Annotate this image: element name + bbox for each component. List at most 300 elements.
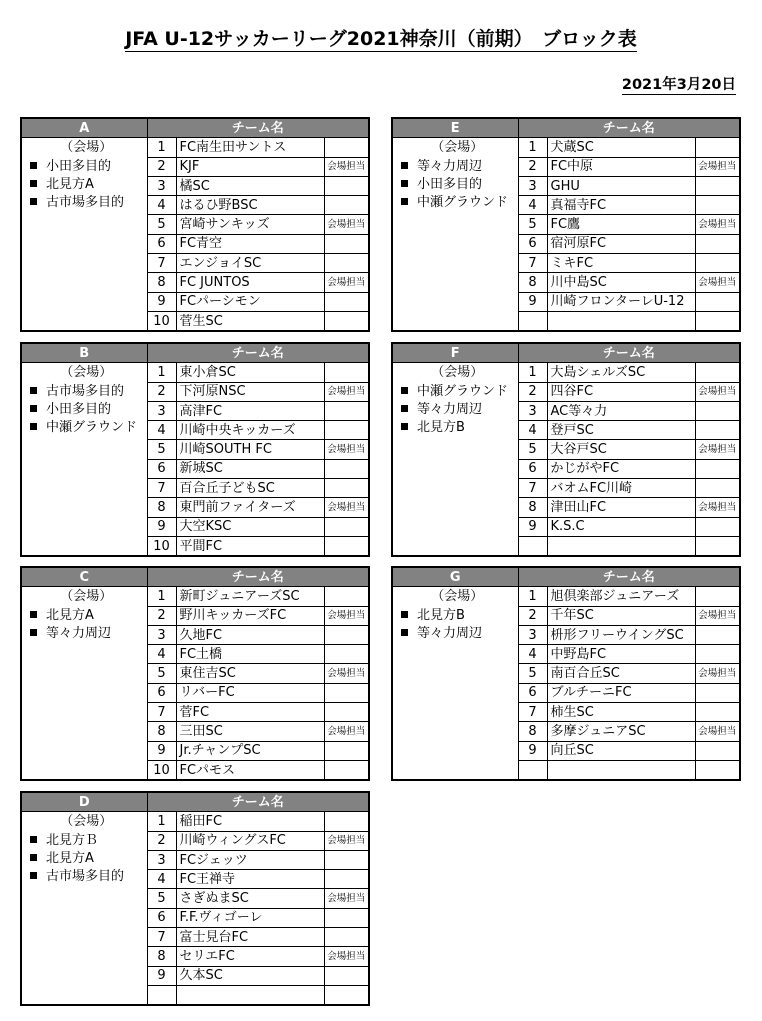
team-name: 南百合丘SC: [547, 664, 695, 683]
team-number: 5: [147, 664, 176, 683]
venue-duty-tag: 会場担当: [324, 606, 368, 625]
team-name: 菅生SC: [176, 311, 324, 330]
team-header: チーム名: [147, 793, 368, 812]
team-name: 大島シェルズSC: [547, 363, 695, 382]
venue-duty-tag: 会場担当: [324, 889, 368, 908]
team-number: [518, 536, 547, 555]
team-name: エンジョイSC: [176, 254, 324, 273]
venue-duty-tag: [695, 363, 739, 382]
team-number: 8: [518, 273, 547, 292]
team-name: FCパモス: [176, 760, 324, 779]
bullet-square-icon: [30, 387, 37, 394]
team-number: 9: [518, 517, 547, 536]
team-name: リバーFC: [176, 683, 324, 702]
team-number: 3: [518, 625, 547, 644]
team-number: 4: [147, 645, 176, 664]
venue-duty-tag: 会場担当: [695, 273, 739, 292]
venue-duty-tag: [324, 625, 368, 644]
venue-item: [397, 625, 518, 643]
team-number: 5: [147, 440, 176, 459]
venue-duty-tag: [695, 587, 739, 606]
team-name: 富士見台FC: [176, 928, 324, 947]
venue-duty-tag: 会場担当: [695, 440, 739, 459]
venue-duty-tag: 会場担当: [324, 440, 368, 459]
block-name: D: [22, 793, 147, 812]
bullet-square-icon: [401, 387, 408, 394]
venue-header: （会場）: [431, 589, 484, 605]
venue-duty-tag: 会場担当: [324, 273, 368, 292]
venue-name: 小田多目的: [46, 158, 112, 174]
team-name: 平間FC: [176, 536, 324, 555]
venue-duty-tag: [324, 812, 368, 831]
venue-duty-tag: [324, 401, 368, 420]
bullet-square-icon: [401, 611, 408, 618]
team-name: 大空KSC: [176, 517, 324, 536]
venue-item: [26, 194, 147, 212]
team-name: K.S.C: [547, 517, 695, 536]
venue-duty-tag: 会場担当: [324, 157, 368, 176]
team-name: 川中島SC: [547, 273, 695, 292]
team-header: チーム名: [518, 119, 739, 138]
venue-item: [26, 850, 147, 868]
bullet-square-icon: [30, 629, 37, 636]
venue-duty-tag: 会場担当: [695, 215, 739, 234]
team-number: 7: [147, 928, 176, 947]
team-name: FCジェッツ: [176, 850, 324, 869]
venue-name: 中瀬グラウンド: [46, 420, 138, 436]
venue-item: [26, 868, 147, 886]
team-number: 6: [147, 459, 176, 478]
team-number: 10: [147, 760, 176, 779]
team-name: [547, 760, 695, 779]
team-name: 川崎中央キッカーズ: [176, 421, 324, 440]
team-name: FC青空: [176, 234, 324, 253]
team-number: 9: [147, 517, 176, 536]
venue-duty-tag: [324, 645, 368, 664]
venue-duty-tag: 会場担当: [324, 947, 368, 966]
team-name: FC鷹: [547, 215, 695, 234]
block-name: B: [22, 344, 147, 363]
venue-duty-tag: [324, 459, 368, 478]
venue-duty-tag: [695, 645, 739, 664]
team-name: ブルチーニFC: [547, 683, 695, 702]
team-name: GHU: [547, 176, 695, 195]
bullet-square-icon: [30, 198, 37, 205]
team-number: 6: [518, 234, 547, 253]
venue-duty-tag: [695, 479, 739, 498]
venue-duty-tag: [324, 850, 368, 869]
venue-duty-tag: [324, 479, 368, 498]
team-number: 6: [147, 234, 176, 253]
team-number: 2: [147, 831, 176, 850]
team-name: バオムFC川崎: [547, 479, 695, 498]
team-name: 真福寺FC: [547, 196, 695, 215]
team-number: 6: [518, 459, 547, 478]
venue-header: （会場）: [431, 365, 484, 381]
team-number: 9: [147, 292, 176, 311]
venue-name: 北見方A: [46, 607, 94, 623]
table-row: [393, 138, 739, 157]
team-name: 枡形フリーウイングSC: [547, 625, 695, 644]
team-name: 下河原NSC: [176, 382, 324, 401]
venue-item: [26, 607, 147, 625]
venue-duty-tag: [695, 311, 739, 330]
venue-name: 古市場多目的: [46, 869, 125, 885]
team-number: 5: [147, 215, 176, 234]
team-number: 1: [518, 587, 547, 606]
team-number: 3: [147, 850, 176, 869]
table-row: [22, 363, 368, 382]
team-name: 菅FC: [176, 703, 324, 722]
venue-list: [393, 363, 518, 555]
team-name: FC中原: [547, 157, 695, 176]
team-name: 四谷FC: [547, 382, 695, 401]
team-number: 4: [518, 645, 547, 664]
block-d: [20, 791, 370, 1006]
venue-name: 北見方B: [417, 607, 465, 623]
team-number: 8: [518, 722, 547, 741]
team-number: 3: [147, 401, 176, 420]
team-name: 登戸SC: [547, 421, 695, 440]
team-number: 9: [147, 966, 176, 985]
venue-header: （会場）: [60, 365, 113, 381]
team-number: 7: [518, 479, 547, 498]
venue-item: [26, 383, 147, 401]
venue-duty-tag: [695, 760, 739, 779]
team-name: [547, 311, 695, 330]
team-number: 10: [147, 311, 176, 330]
date: 2021年3月20日: [621, 77, 736, 93]
table-row: [22, 587, 368, 606]
block-name: F: [393, 344, 518, 363]
team-number: 7: [147, 479, 176, 498]
venue-name: 北見方A: [46, 176, 94, 192]
venue-list: [22, 587, 147, 779]
venue-list: [393, 587, 518, 779]
venue-duty-tag: [695, 703, 739, 722]
team-number: 9: [518, 741, 547, 760]
venue-duty-tag: [324, 703, 368, 722]
team-number: 8: [147, 498, 176, 517]
bullet-square-icon: [401, 423, 408, 430]
bullet-square-icon: [30, 405, 37, 412]
team-number: 3: [518, 176, 547, 195]
team-name: 川崎SOUTH FC: [176, 440, 324, 459]
team-name: さぎぬまSC: [176, 889, 324, 908]
team-number: 5: [518, 215, 547, 234]
team-name: 久地FC: [176, 625, 324, 644]
table-row: [22, 138, 368, 157]
team-number: 1: [147, 363, 176, 382]
team-name: FC土橋: [176, 645, 324, 664]
venue-name: 古市場多目的: [46, 195, 125, 211]
venue-duty-tag: [324, 741, 368, 760]
venue-duty-tag: [324, 517, 368, 536]
team-name: F.F.ヴィゴーレ: [176, 908, 324, 927]
bullet-square-icon: [30, 611, 37, 618]
team-name: かじがやFC: [547, 459, 695, 478]
venue-name: 等々力周辺: [417, 401, 483, 417]
bullet-square-icon: [401, 629, 408, 636]
block-c: [20, 566, 370, 781]
team-name: 東小倉SC: [176, 363, 324, 382]
bullet-square-icon: [30, 180, 37, 187]
team-number: 4: [147, 196, 176, 215]
team-header: チーム名: [147, 568, 368, 587]
bullet-square-icon: [401, 405, 408, 412]
venue-duty-tag: [695, 196, 739, 215]
team-number: 4: [518, 196, 547, 215]
team-name: 橘SC: [176, 176, 324, 195]
team-number: 5: [518, 664, 547, 683]
team-name: 野川キッカーズFC: [176, 606, 324, 625]
venue-duty-tag: [695, 625, 739, 644]
venue-item: [397, 607, 518, 625]
team-name: [547, 536, 695, 555]
venue-item: [397, 194, 518, 212]
team-name: 高津FC: [176, 401, 324, 420]
team-number: 8: [147, 273, 176, 292]
venue-name: 北見方B: [417, 420, 465, 436]
team-name: 新町ジュニアーズSC: [176, 587, 324, 606]
team-header: チーム名: [147, 119, 368, 138]
team-name: 千年SC: [547, 606, 695, 625]
team-number: 7: [518, 703, 547, 722]
venue-name: 北見方Ｂ: [46, 832, 99, 848]
venue-duty-tag: [324, 196, 368, 215]
team-name: 新城SC: [176, 459, 324, 478]
venue-duty-tag: [324, 536, 368, 555]
team-number: 3: [518, 401, 547, 420]
team-name: [176, 985, 324, 1004]
venue-duty-tag: 会場担当: [695, 382, 739, 401]
venue-duty-tag: [324, 363, 368, 382]
venue-list: [22, 138, 147, 330]
block-e: [391, 117, 741, 332]
venue-duty-tag: [324, 908, 368, 927]
team-name: FC JUNTOS: [176, 273, 324, 292]
team-name: はるひ野BSC: [176, 196, 324, 215]
block-name: G: [393, 568, 518, 587]
venue-header: （会場）: [60, 589, 113, 605]
venue-item: [26, 832, 147, 850]
block-g: [391, 566, 741, 781]
team-number: 5: [518, 440, 547, 459]
venue-duty-tag: [324, 311, 368, 330]
team-name: 百合丘子どもSC: [176, 479, 324, 498]
venue-item: [26, 419, 147, 437]
venue-duty-tag: 会場担当: [324, 382, 368, 401]
bullet-square-icon: [401, 198, 408, 205]
venue-item: [26, 176, 147, 194]
team-number: 4: [518, 421, 547, 440]
venue-header: （会場）: [431, 140, 484, 156]
team-name: 津田山FC: [547, 498, 695, 517]
table-row: [393, 363, 739, 382]
block-name: A: [22, 119, 147, 138]
team-number: 1: [147, 587, 176, 606]
venue-item: [397, 176, 518, 194]
team-number: 8: [147, 722, 176, 741]
venue-duty-tag: 会場担当: [324, 831, 368, 850]
venue-duty-tag: [324, 292, 368, 311]
team-name: 多摩ジュニアSC: [547, 722, 695, 741]
venue-duty-tag: [324, 966, 368, 985]
team-name: 久本SC: [176, 966, 324, 985]
venue-duty-tag: 会場担当: [324, 664, 368, 683]
team-header: チーム名: [147, 344, 368, 363]
venue-duty-tag: [695, 401, 739, 420]
team-number: 4: [147, 870, 176, 889]
team-number: [147, 985, 176, 1004]
team-name: 川崎ウィングスFC: [176, 831, 324, 850]
team-name: FCパーシモン: [176, 292, 324, 311]
venue-list: [393, 138, 518, 330]
team-name: ミキFC: [547, 254, 695, 273]
block-name: C: [22, 568, 147, 587]
venue-duty-tag: 会場担当: [695, 606, 739, 625]
bullet-square-icon: [30, 162, 37, 169]
venue-duty-tag: [695, 741, 739, 760]
bullet-square-icon: [30, 423, 37, 430]
team-number: 7: [518, 254, 547, 273]
venue-duty-tag: [695, 517, 739, 536]
team-name: 東住吉SC: [176, 664, 324, 683]
team-name: 宮崎サンキッズ: [176, 215, 324, 234]
venue-name: 古市場多目的: [46, 383, 125, 399]
venue-name: 小田多目的: [46, 401, 112, 417]
team-header: チーム名: [518, 568, 739, 587]
venue-list: [22, 812, 147, 1004]
venue-duty-tag: [695, 176, 739, 195]
team-name: KJF: [176, 157, 324, 176]
venue-duty-tag: [695, 234, 739, 253]
team-name: 三田SC: [176, 722, 324, 741]
team-number: 2: [147, 382, 176, 401]
team-number: 6: [147, 908, 176, 927]
team-name: セリエFC: [176, 947, 324, 966]
block-f: [391, 342, 741, 557]
team-number: [518, 760, 547, 779]
venue-header: （会場）: [60, 814, 113, 830]
venue-item: [397, 158, 518, 176]
venue-duty-tag: [695, 254, 739, 273]
venue-duty-tag: [695, 683, 739, 702]
team-number: 3: [147, 176, 176, 195]
team-name: 東門前ファイターズ: [176, 498, 324, 517]
table-row: [393, 587, 739, 606]
team-number: 4: [147, 421, 176, 440]
team-number: 9: [518, 292, 547, 311]
venue-item: [397, 419, 518, 437]
team-name: FC王禅寺: [176, 870, 324, 889]
team-name: 柿生SC: [547, 703, 695, 722]
team-name: 旭倶楽部ジュニアーズ: [547, 587, 695, 606]
team-number: 8: [518, 498, 547, 517]
bullet-square-icon: [30, 854, 37, 861]
block-name: E: [393, 119, 518, 138]
bullet-square-icon: [30, 836, 37, 843]
venue-name: 等々力周辺: [417, 625, 483, 641]
venue-duty-tag: 会場担当: [695, 664, 739, 683]
venue-duty-tag: 会場担当: [695, 157, 739, 176]
team-header: チーム名: [518, 344, 739, 363]
table-row: [22, 812, 368, 831]
team-number: 10: [147, 536, 176, 555]
venue-item: [26, 625, 147, 643]
bullet-square-icon: [401, 162, 408, 169]
page-title: JFA U-12サッカーリーグ2021神奈川（前期） ブロック表: [125, 28, 637, 50]
venue-duty-tag: 会場担当: [695, 498, 739, 517]
team-name: 川崎フロンターレU-12: [547, 292, 695, 311]
team-number: 2: [518, 606, 547, 625]
team-number: 6: [147, 683, 176, 702]
venue-duty-tag: [324, 234, 368, 253]
team-number: 5: [147, 889, 176, 908]
team-number: 1: [147, 812, 176, 831]
bullet-square-icon: [30, 872, 37, 879]
venue-name: 等々力周辺: [417, 158, 483, 174]
venue-list: [22, 363, 147, 555]
team-number: 9: [147, 741, 176, 760]
venue-header: （会場）: [60, 140, 113, 156]
team-number: 2: [518, 382, 547, 401]
venue-duty-tag: 会場担当: [324, 722, 368, 741]
venue-name: 中瀬グラウンド: [417, 383, 509, 399]
bullet-square-icon: [401, 180, 408, 187]
team-number: 2: [147, 606, 176, 625]
venue-duty-tag: [324, 176, 368, 195]
team-number: 1: [518, 363, 547, 382]
team-number: 2: [147, 157, 176, 176]
venue-duty-tag: [324, 928, 368, 947]
venue-duty-tag: [324, 683, 368, 702]
venue-duty-tag: [324, 870, 368, 889]
venue-duty-tag: [324, 587, 368, 606]
venue-duty-tag: [695, 421, 739, 440]
venue-duty-tag: 会場担当: [324, 498, 368, 517]
block-a: [20, 117, 370, 332]
team-name: 宿河原FC: [547, 234, 695, 253]
team-name: 向丘SC: [547, 741, 695, 760]
venue-item: [26, 401, 147, 419]
venue-duty-tag: [324, 985, 368, 1004]
team-number: 7: [147, 254, 176, 273]
team-number: 1: [518, 138, 547, 157]
venue-duty-tag: [324, 254, 368, 273]
team-number: 3: [147, 625, 176, 644]
team-number: 6: [518, 683, 547, 702]
venue-name: 等々力周辺: [46, 625, 112, 641]
venue-duty-tag: [695, 459, 739, 478]
venue-name: 中瀬グラウンド: [417, 195, 509, 211]
venue-name: 北見方A: [46, 850, 94, 866]
venue-item: [397, 383, 518, 401]
block-b: [20, 342, 370, 557]
team-number: 7: [147, 703, 176, 722]
team-number: 2: [518, 157, 547, 176]
team-name: FC南生田サントス: [176, 138, 324, 157]
team-name: 中野島FC: [547, 645, 695, 664]
venue-item: [397, 401, 518, 419]
venue-duty-tag: [324, 760, 368, 779]
venue-duty-tag: 会場担当: [324, 215, 368, 234]
venue-duty-tag: [324, 138, 368, 157]
team-number: [518, 311, 547, 330]
venue-duty-tag: [695, 138, 739, 157]
team-name: 稲田FC: [176, 812, 324, 831]
team-number: 1: [147, 138, 176, 157]
